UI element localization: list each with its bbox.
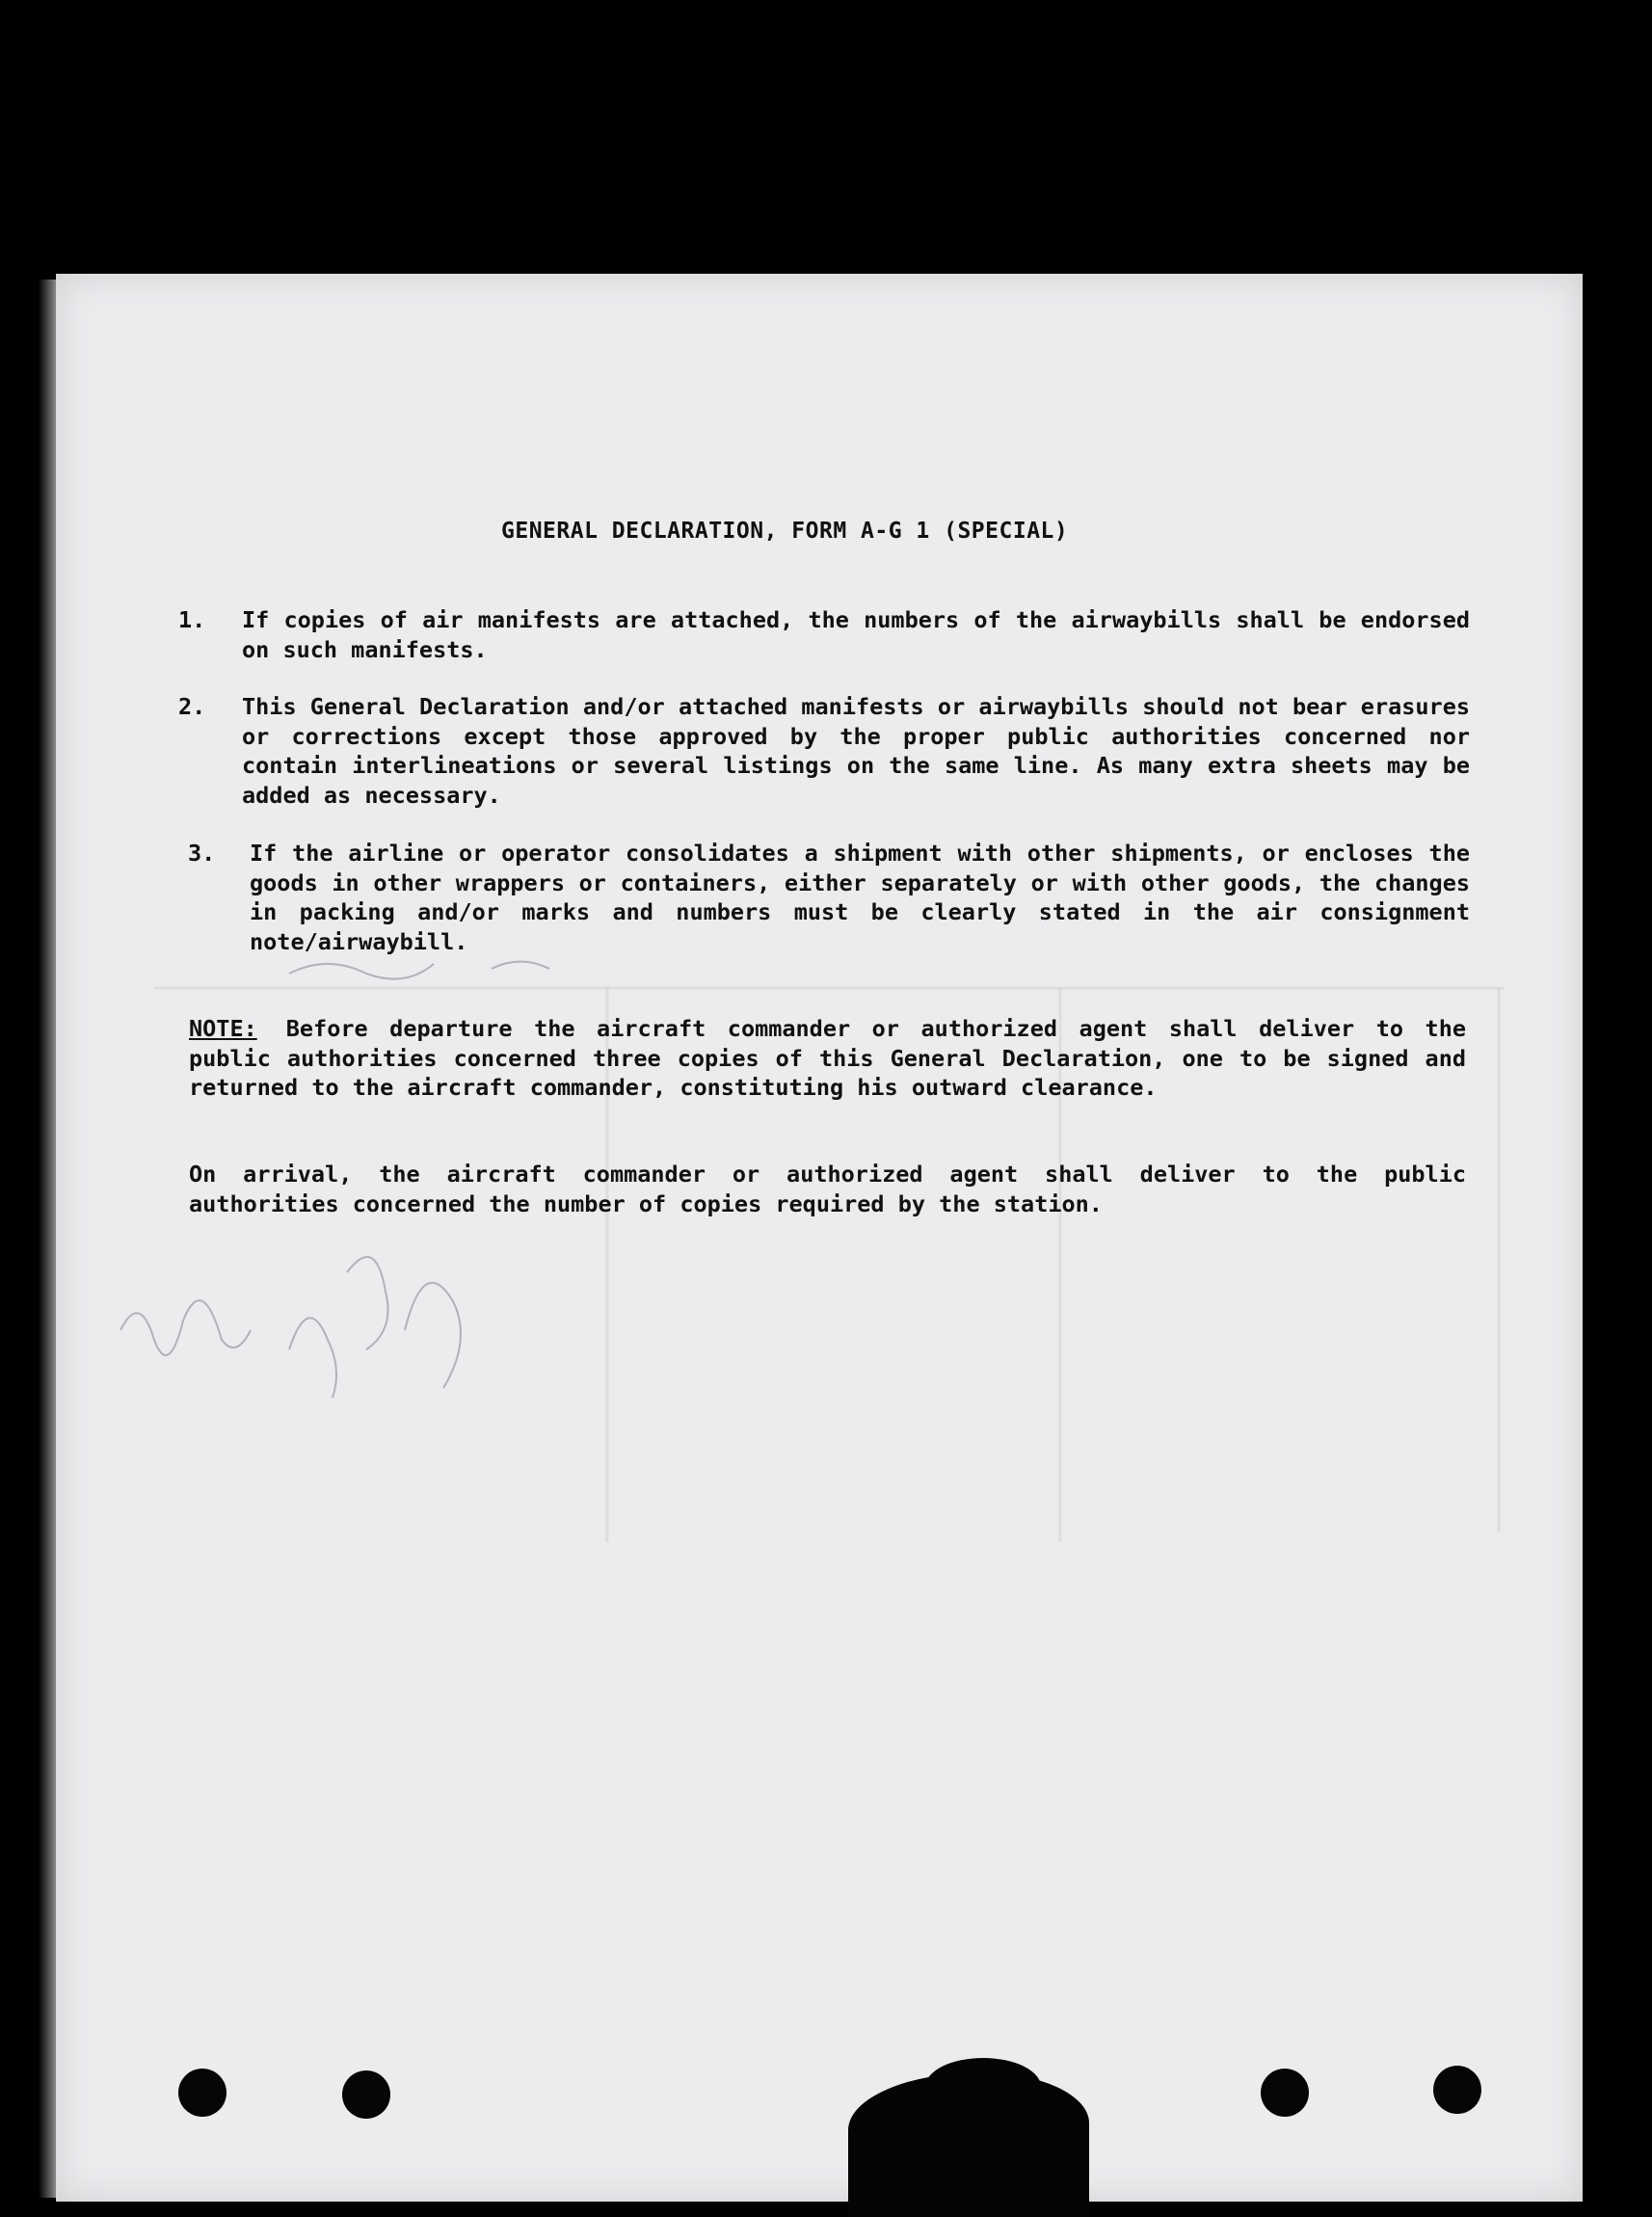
item-number: 3.: [188, 840, 216, 867]
note-paragraph: [189, 1014, 1466, 1103]
document-title: GENERAL DECLARATION, FORM A-G 1 (SPECIAL): [501, 519, 1069, 544]
torn-edge: [925, 2058, 1041, 2116]
punch-hole: [342, 2070, 390, 2119]
note-label: NOTE:: [189, 1015, 257, 1042]
note-text: Before departure the aircraft commander or authorized agent shall deliver to the public authorities concerned three copies of this General Declaration, one to be signed and returned to the aircraft commander, constituting his outward clearance.: [189, 1015, 1466, 1101]
arrival-paragraph: On arrival, the aircraft commander or authorized agent shall deliver to the public authorities concerned the number of copies required by the station.: [189, 1161, 1466, 1217]
item-text: If copies of air manifests are attached, the numbers of the airwaybills shall be endorsed on such manifests.: [242, 606, 1470, 663]
item-text: If the airline or operator consolidates a shipment with other shipments, or encloses the goods in other wrappers or containers, either separately or with other goods, the changes in packing and/or marks and numbers must be clearly stated in the air consignment note/airwaybill.: [250, 840, 1470, 955]
instruction-item-2: [178, 692, 1470, 810]
instruction-item-3: [178, 839, 1470, 956]
item-number: 1.: [178, 606, 206, 633]
item-text: This General Declaration and/or attached manifests or airwaybills should not bear erasures or corrections except those approved by the proper public authorities concerned nor contain interlineations or several listings on the same line. As many extra sheets may be added as necessary.: [242, 693, 1470, 809]
item-number: 2.: [178, 693, 206, 720]
punch-hole: [178, 2069, 226, 2117]
punch-hole: [1433, 2066, 1481, 2114]
punch-hole: [1261, 2069, 1309, 2117]
instruction-item-1: [178, 605, 1470, 664]
